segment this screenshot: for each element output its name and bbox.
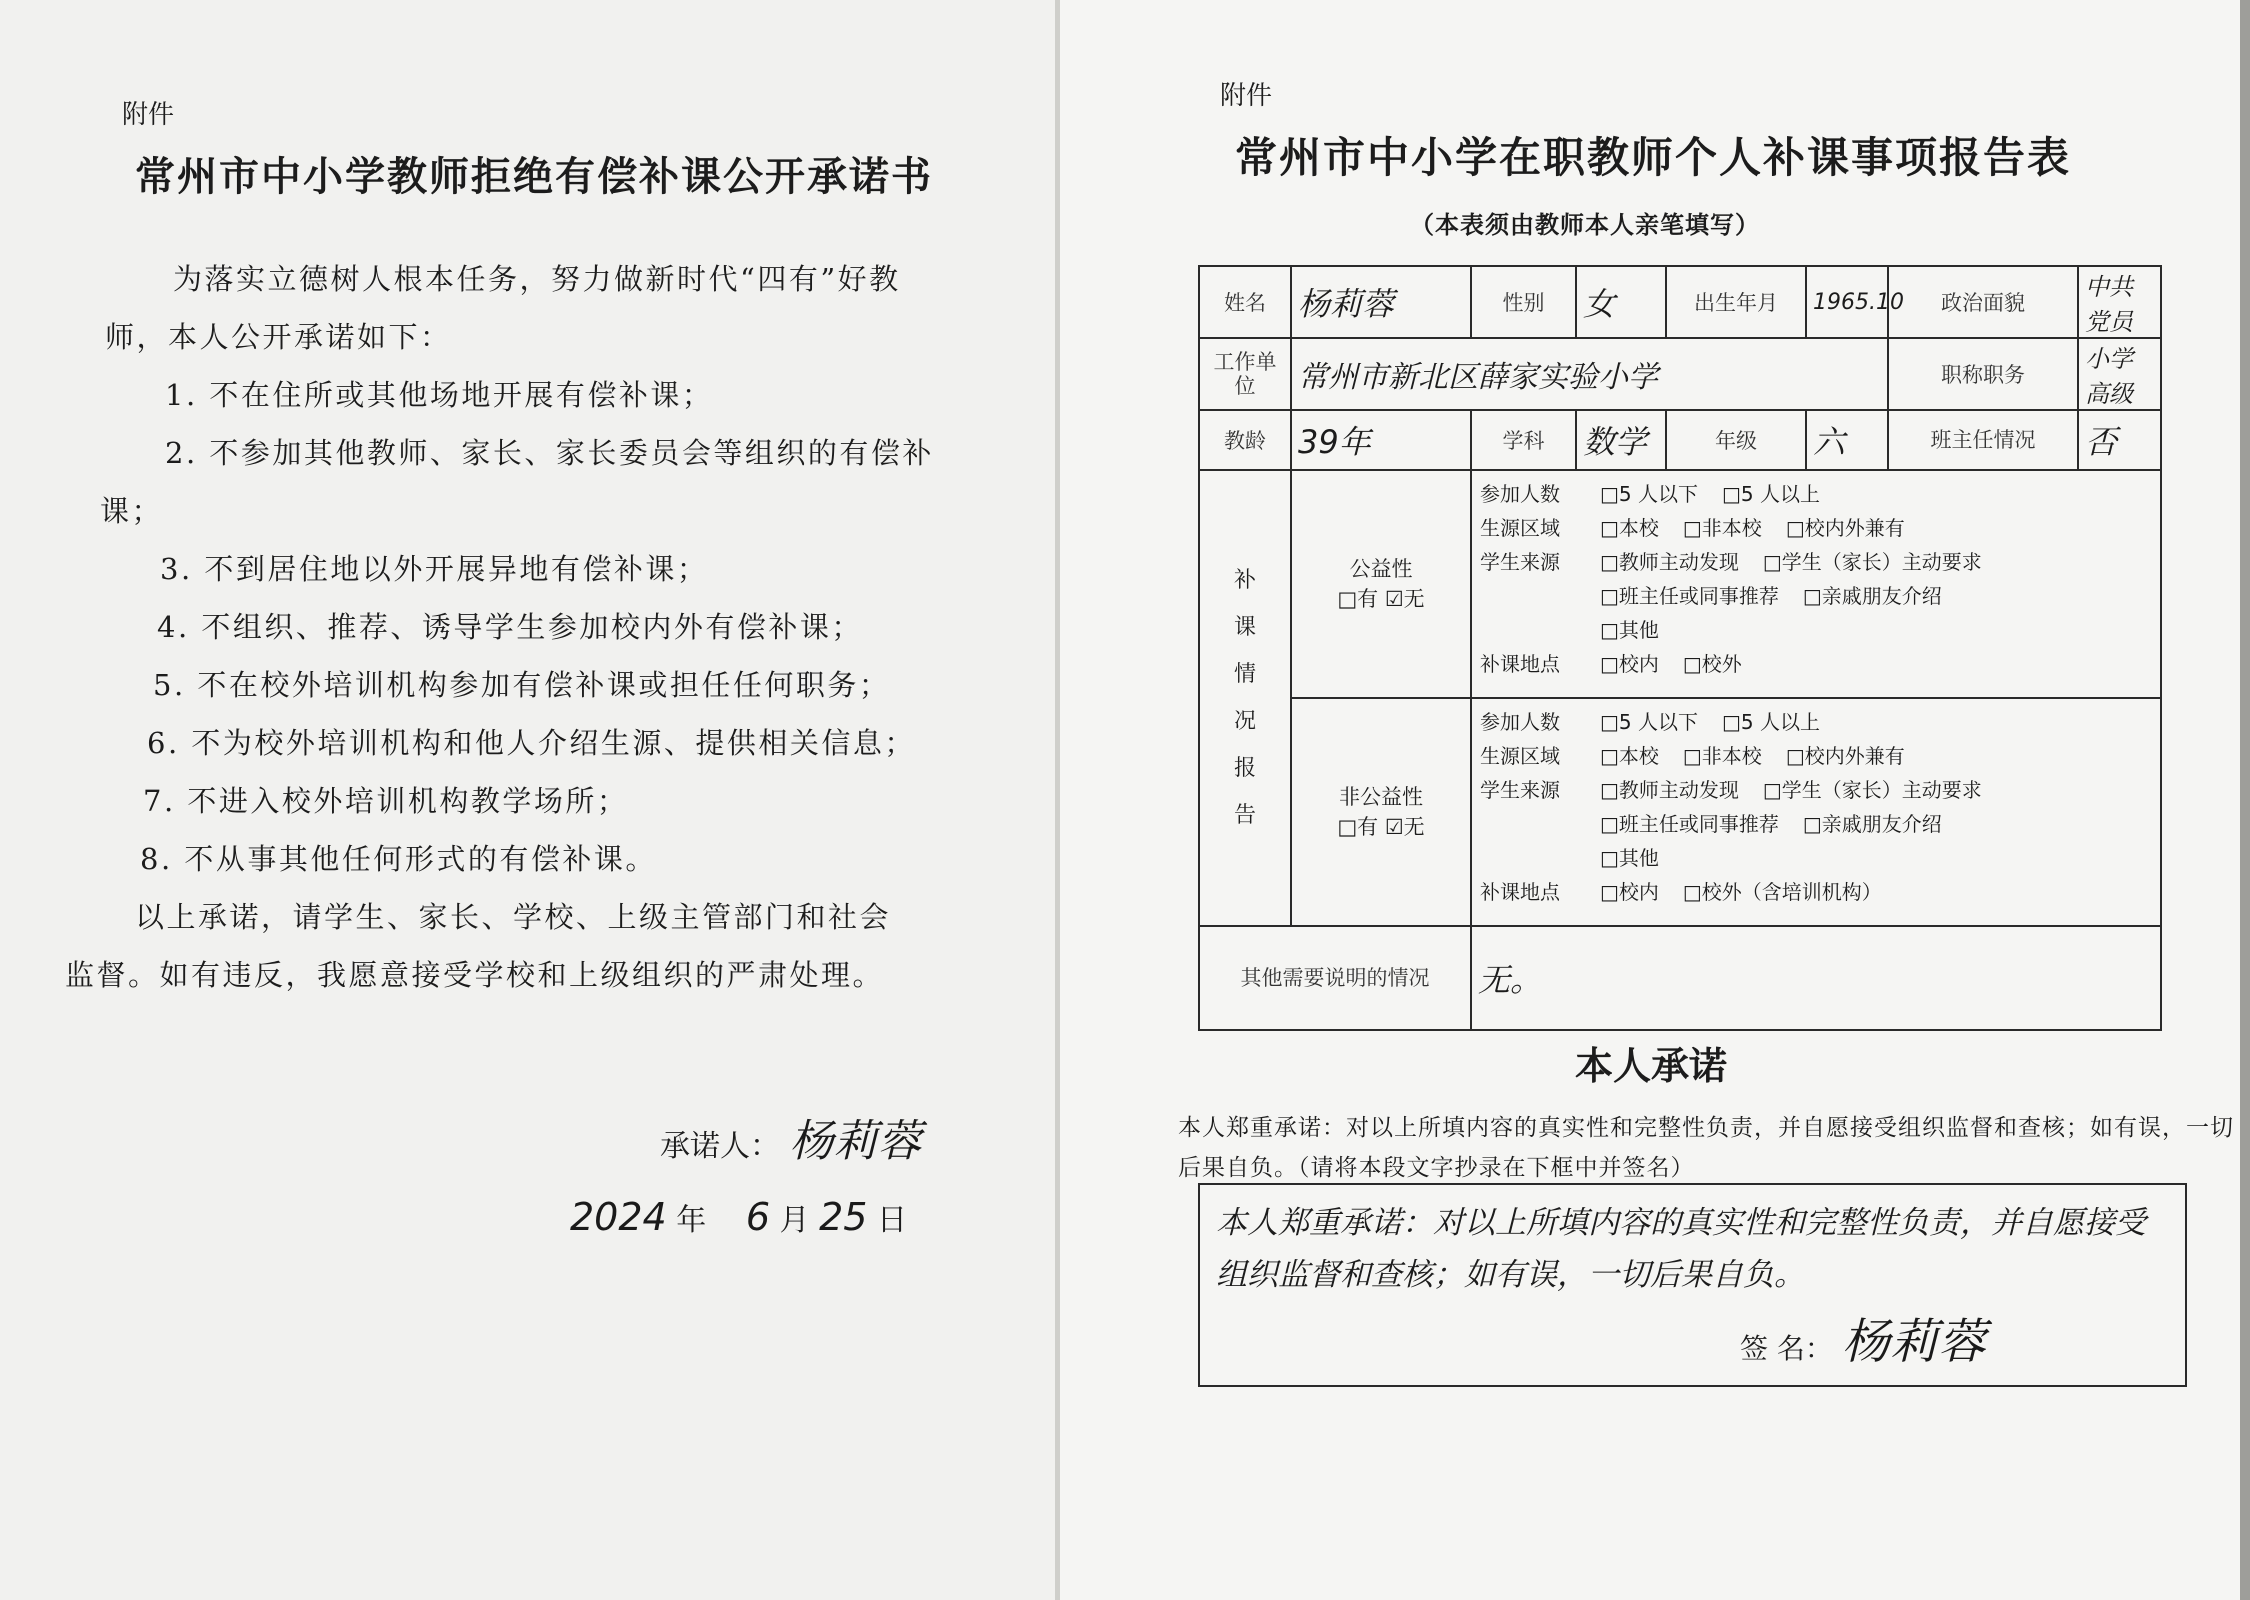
page-edge [2240,0,2250,1600]
subject-value: 数学 [1576,410,1666,470]
place-key: 补课地点 [1480,880,1560,904]
report-title: 常州市中小学在职教师个人补课事项报告表 [1235,133,2072,182]
pledge-item: 8. 不从事其他任何形式的有偿补课。 [140,842,657,876]
title-post-label: 职称职务 [1888,338,2078,410]
date-line [570,1195,907,1239]
checkbox-option[interactable]: □5 人以下 [1600,710,1698,734]
checkbox-option[interactable]: □非本校 [1682,744,1762,768]
checkbox-option[interactable]: □班主任或同事推荐 [1600,584,1779,608]
checkbox-option[interactable]: □校外（含培训机构） [1682,880,1882,904]
nonpublic-none-checkbox[interactable]: ☑无 [1384,815,1425,839]
politics-label: 政治面貌 [1888,266,2078,338]
report-note: （本表须由教师本人亲笔填写） [1410,210,1760,239]
checkbox-option[interactable]: □亲戚朋友介绍 [1802,584,1942,608]
signer-label: 承诺人： [660,1129,780,1164]
nonpublic-has-checkbox[interactable]: □有 [1337,815,1379,839]
head-teacher-label: 班主任情况 [1888,410,2078,470]
checkbox-option[interactable]: □其他 [1600,846,1659,870]
public-options [1471,470,2161,698]
pledge-item: 5. 不在校外培训机构参加有偿补课或担任任何职务； [153,668,891,702]
gender-value: 女 [1576,266,1666,338]
checkbox-option[interactable]: □5 人以下 [1600,482,1698,506]
source-key: 学生来源 [1480,778,1560,802]
nonpublic-label: 非公益性 [1339,785,1423,809]
date-year: 2024 [570,1195,667,1239]
pledge-item: 3. 不到居住地以外开展异地有偿补课； [160,552,709,586]
checkbox-option[interactable]: □5 人以上 [1721,710,1820,734]
title-post-value: 小学高级 [2078,338,2161,410]
date-year-unit: 年 [676,1203,707,1238]
tutoring-label [1199,470,1291,926]
checkbox-option[interactable]: □校外 [1682,652,1742,676]
checkbox-option[interactable]: □教师主动发现 [1600,550,1739,574]
checkbox-option[interactable]: □本校 [1600,516,1659,540]
date-day-unit: 日 [877,1203,907,1238]
pledge-body [65,250,965,1004]
date-month: 6 [745,1195,770,1239]
signer-line [660,1105,922,1169]
pledge-intro-line: 为落实立德树人根本任务，努力做新时代“四有”好教 [173,262,901,296]
pledge-item: 4. 不组织、推荐、诱导学生参加校内外有偿补课； [157,610,863,644]
birth-label: 出生年月 [1666,266,1806,338]
handwritten-copy: 本人郑重承诺：对以上所填内容的真实性和完整性负责，并自愿接受组织监督和查核；如有误，一切后果自负。 [1216,1205,2146,1293]
report-table [1198,265,2162,1031]
grade-value: 六 [1806,410,1888,470]
commitment-text: 本人郑重承诺：对以上所填内容的真实性和完整性负责，并自愿接受组织监督和查核；如有误，一切后果自负。（请将本段文字抄录在下框中并签名） [1178,1115,2234,1181]
sign-label: 签 名： [1740,1332,1833,1365]
birth-value: 1965.10 [1806,266,1888,338]
region-key: 生源区域 [1480,744,1560,768]
pledge-item: 课； [100,494,164,528]
attachment-label: 附件 [122,100,175,130]
grade-label: 年级 [1666,410,1806,470]
checkbox-option[interactable]: □校内外兼有 [1785,516,1905,540]
public-has-checkbox[interactable]: □有 [1337,587,1379,611]
checkbox-option[interactable]: □其他 [1600,618,1659,642]
commitment-title: 本人承诺 [1575,1043,1728,1088]
nonpublic-category [1291,698,1471,926]
checkbox-option[interactable]: □本校 [1600,744,1659,768]
public-category [1291,470,1471,698]
region-key: 生源区域 [1480,516,1560,540]
checkbox-option[interactable]: □教师主动发现 [1600,778,1739,802]
teaching-years-label: 教龄 [1199,410,1291,470]
name-value: 杨莉蓉 [1291,266,1471,338]
name-label: 姓名 [1199,266,1291,338]
place-key: 补课地点 [1480,652,1560,676]
pledge-intro-line: 师，本人公开承诺如下： [105,320,452,354]
other-value: 无。 [1471,926,2161,1030]
head-teacher-value: 否 [2078,410,2161,470]
pledge-item: 1. 不在住所或其他场地开展有偿补课； [165,378,714,412]
handwritten-signature: 杨莉蓉 [1841,1314,1986,1370]
checkbox-option[interactable]: □校内 [1600,880,1659,904]
work-unit-label: 工作单位 [1199,338,1291,410]
checkbox-option[interactable]: □班主任或同事推荐 [1600,812,1779,836]
public-label: 公益性 [1349,557,1413,581]
checkbox-option[interactable]: □亲戚朋友介绍 [1802,812,1942,836]
checkbox-option[interactable]: □非本校 [1682,516,1762,540]
checkbox-option[interactable]: □5 人以上 [1721,482,1820,506]
handwritten-signature: 杨莉蓉 [789,1116,922,1167]
checkbox-option[interactable]: □校内外兼有 [1785,744,1905,768]
pledge-closing-line: 监督。如有违反，我愿意接受学校和上级组织的严肃处理。 [65,958,885,992]
participants-key: 参加人数 [1480,710,1560,734]
copy-signature-line [1740,1303,1986,1372]
report-page [1060,0,2240,1600]
participants-key: 参加人数 [1480,482,1560,506]
checkbox-option[interactable]: □学生（家长）主动要求 [1762,778,1982,802]
handwritten-copy-box [1198,1183,2187,1387]
pledge-title: 常州市中小学教师拒绝有偿补课公开承诺书 [135,153,933,200]
public-none-checkbox[interactable]: ☑无 [1384,587,1425,611]
attachment-label: 附件 [1220,81,1273,111]
pledge-item: 2. 不参加其他教师、家长、家长委员会等组织的有偿补 [165,436,934,470]
checkbox-option[interactable]: □校内 [1600,652,1659,676]
source-key: 学生来源 [1480,550,1560,574]
date-day: 25 [819,1195,868,1239]
nonpublic-options [1471,698,2161,926]
other-label: 其他需要说明的情况 [1199,926,1471,1030]
pledge-page [0,0,1055,1600]
pledge-item: 7. 不进入校外培训机构教学场所； [143,784,629,818]
tutoring-label-text: 补课情况报告 [1233,568,1256,828]
date-month-unit: 月 [779,1203,810,1238]
pledge-item: 6. 不为校外培训机构和他人介绍生源、提供相关信息； [147,726,916,760]
teaching-years-value: 39年 [1291,410,1471,470]
checkbox-option[interactable]: □学生（家长）主动要求 [1762,550,1982,574]
subject-label: 学科 [1471,410,1576,470]
politics-value: 中共党员 [2078,266,2161,338]
work-unit-value: 常州市新北区薛家实验小学 [1291,338,1888,410]
gender-label: 性别 [1471,266,1576,338]
pledge-closing-line: 以上承诺，请学生、家长、学校、上级主管部门和社会 [135,900,892,934]
